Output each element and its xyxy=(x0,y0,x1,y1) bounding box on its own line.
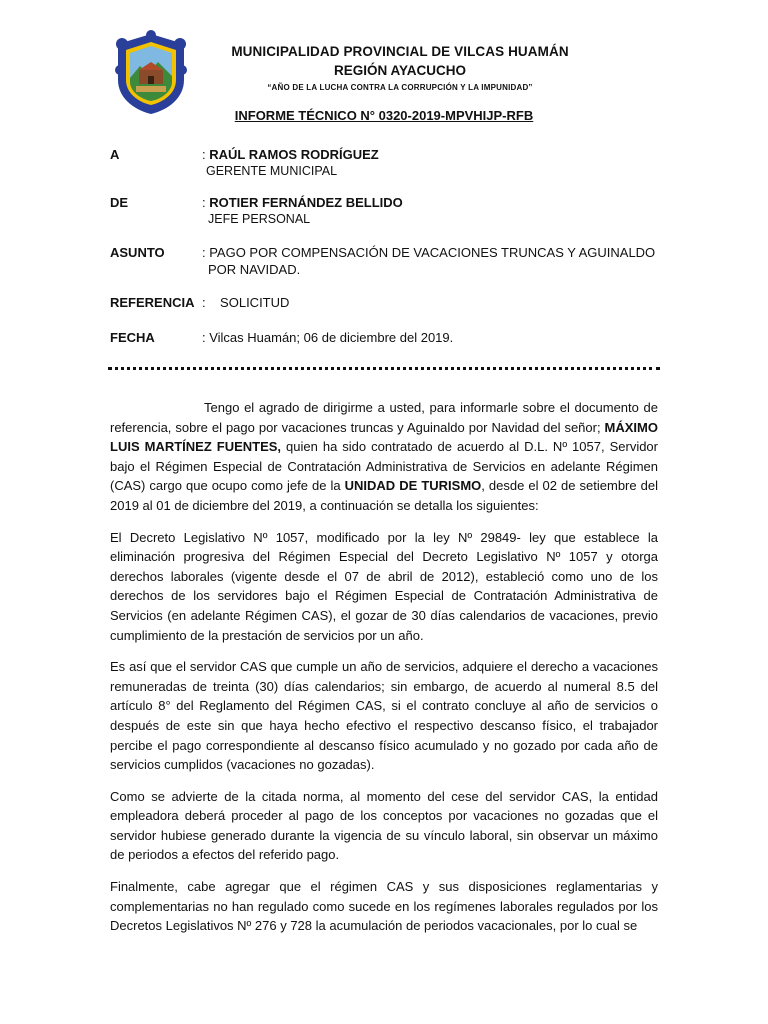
memo-date-label: FECHA xyxy=(110,330,155,345)
institution-name: MUNICIPALIDAD PROVINCIAL DE VILCAS HUAMÁN xyxy=(231,44,569,59)
memo-subject-line2: POR NAVIDAD. xyxy=(208,262,301,277)
memo-from-sep: : xyxy=(202,195,210,210)
paragraph-2: El Decreto Legislativo Nº 1057, modificado por la ley Nº 29849- ley que establece la eliminación progresiva del Régimen Especial del Decreto Legislativo Nº 1057 y otorga derechos laborales (vigente desde el 07 de abril de 2012), estableció como uno de los derechos de los servidores bajo el Régimen Especial de Contratación Administrativa de Servicios (en adelante Régimen CAS), el gozar de 30 días calendarios de vacaciones, previo cumplimiento de la prestación de servicios por un año. xyxy=(110,529,658,643)
unit-name: UNIDAD DE TURISMO xyxy=(344,478,482,494)
paragraph-4: Como se advierte de la citada norma, al momento del cese del servidor CAS, la entidad empleadora deberá proceder al pago de los conceptos por vacaciones no gozadas que el servidor hubiese generado durante la vigencia de su vínculo laboral, sin observar un máximo de periodos a efectos del referido pago. xyxy=(110,788,658,863)
paragraph-1 xyxy=(110,398,658,516)
memo-from-role: JEFE PERSONAL xyxy=(208,212,311,226)
paragraph-1-text-a: Tengo el agrado de dirigirme a usted, para informarle sobre el documento de referencia, sobre el pago por vacaciones truncas y Aguinaldo por Navidad del señor; xyxy=(110,400,658,435)
memo-from-value xyxy=(202,194,672,228)
paragraph-1-text-c: , desde el 02 de setiembre del 2019 al 01 de diciembre del 2019, a continuación se detalla los siguientes: xyxy=(110,478,658,513)
paragraph-1-text-b: quien ha sido contratado de acuerdo al D.L. Nº 1057, Servidor bajo el Régimen Especial de Contratación Administrativa de Servicios en adelante Régimen (CAS) cargo que ocupo como jefe de la xyxy=(110,439,658,494)
memo-subject-value xyxy=(202,244,672,278)
region-name: REGIÓN AYACUCHO xyxy=(333,63,467,78)
memo-subject xyxy=(110,244,670,280)
memo-subject-label: ASUNTO xyxy=(110,245,165,260)
memo-date xyxy=(110,329,670,347)
memo-to xyxy=(110,146,670,180)
memo-to-label: A xyxy=(110,147,120,162)
memo-from-name: ROTIER FERNÁNDEZ BELLIDO xyxy=(209,195,403,210)
paragraph-3: Es así que el servidor CAS que cumple un año de servicios, adquiere el derecho a vacaciones remuneradas de treinta (30) días calendarios; sin embargo, de acuerdo al numeral 8.5 del artículo 8° del Reglamento del Régimen CAS, si el contrato concluye al año de servicios o después de este sin que haya hecho efectivo el respectivo descanso físico, el trabajador percibe el pago correspondiente al descanso físico acumulado y no gozado por cada año de servicios cumplidos (vacaciones no gozadas). xyxy=(110,659,658,773)
municipal-shield-icon xyxy=(110,30,192,116)
memo-reference xyxy=(110,294,670,312)
document-body xyxy=(110,398,658,948)
separator-dotted-line xyxy=(108,367,660,370)
memo-to-role: GERENTE MUNICIPAL xyxy=(206,164,338,178)
memo-to-sep: : xyxy=(202,147,210,162)
memo-to-name: RAÚL RAMOS RODRÍGUEZ xyxy=(209,147,379,162)
letterhead xyxy=(200,42,600,94)
memo-reference-label: REFERENCIA xyxy=(110,295,195,310)
employee-name: MÁXIMO LUIS MARTÍNEZ FUENTES, xyxy=(110,419,658,455)
report-title: INFORME TÉCNICO N° 0320-2019-MPVHIJP-RFB xyxy=(234,108,534,123)
memo-to-value xyxy=(202,146,672,180)
paragraph-5: Finalmente, cabe agregar que el régimen CAS y sus disposiciones reglamentarias y complementarias no han regulado como sucede en los regímenes laborales regulados por los Decretos Legislativos Nº 276 y 728 la acumulación de periodos vacacionales, por lo cual se xyxy=(110,879,658,934)
memo-subject-line1: : PAGO POR COMPENSACIÓN DE VACACIONES TRUNCAS Y AGUINALDO xyxy=(202,245,656,260)
memo-reference-value: : SOLICITUD xyxy=(202,295,290,310)
memo-from-label: DE xyxy=(110,195,129,210)
memo-date-value: : Vilcas Huamán; 06 de diciembre del 2019. xyxy=(202,330,454,345)
year-motto: “AÑO DE LA LUCHA CONTRA LA CORRUPCIÓN Y LA IMPUNIDAD” xyxy=(267,83,533,92)
memo-from xyxy=(110,194,670,228)
